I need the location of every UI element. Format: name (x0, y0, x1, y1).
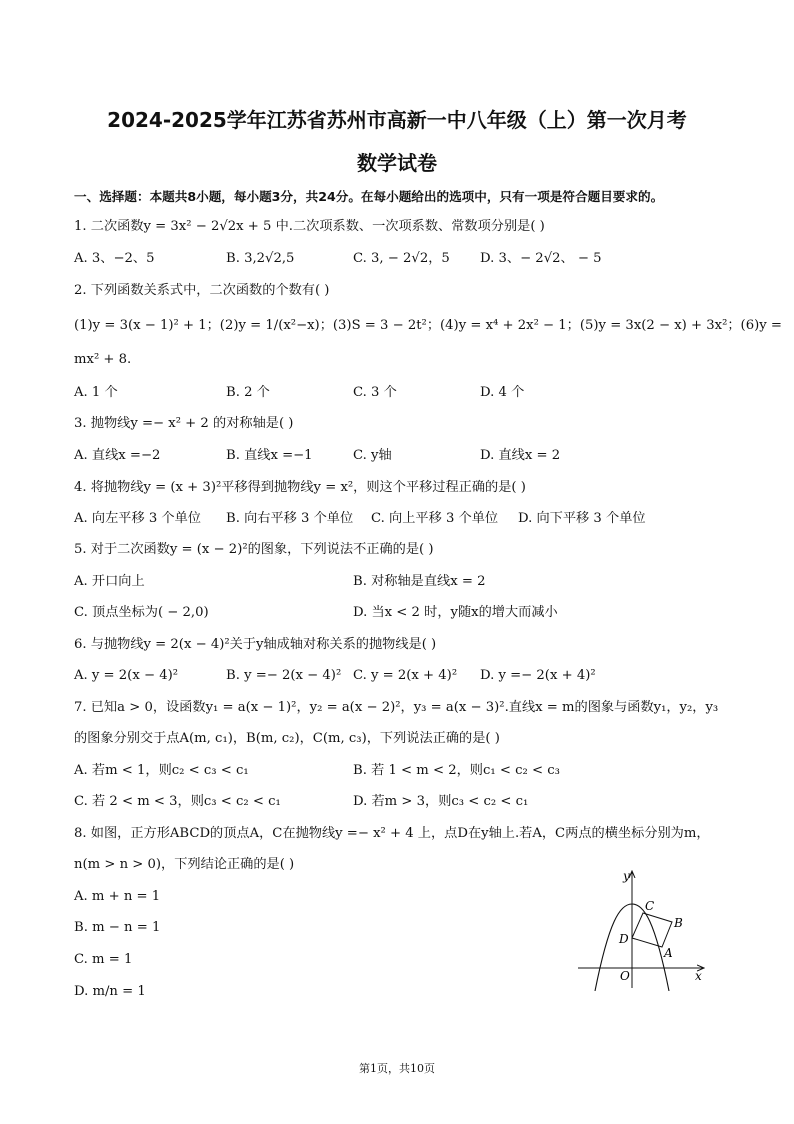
q5-option-d: D. 当x < 2 时，y随x的增大而减小 (353, 605, 558, 620)
q6-option-b: B. y =− 2(x − 4)² (226, 668, 342, 683)
question-8-stem-cont: n(m > n > 0)，下列结论正确的是( ) (74, 857, 295, 872)
question-7-stem: 7. 已知a > 0，设函数y₁ = a(x − 1)²，y₂ = a(x − 2)²，y₃ = a(x − 3)².直线x = m的图象与函数y₁，y₂，y₃ (74, 700, 719, 715)
question-2-items: (1)y = 3(x − 1)² + 1；(2)y = 1/(x²−x)；(3)S = 3 − 2t²；(4)y = x⁴ + 2x² − 1；(5)y = 3x(2 − x) + 3x²；(6)y = (74, 318, 782, 333)
q3-option-a: A. 直线x =−2 (74, 448, 161, 463)
q2-option-a: A. 1 个 (74, 385, 118, 400)
q7-option-a: A. 若m < 1，则c₂ < c₃ < c₁ (74, 763, 249, 778)
q1-option-c: C. 3, − 2√2，5 (353, 251, 450, 266)
q5-option-b: B. 对称轴是直线x = 2 (353, 574, 486, 589)
exam-subtitle: 数学试卷 (357, 151, 437, 175)
q8-option-d: D. m/n = 1 (74, 984, 146, 999)
label-a: A (664, 946, 673, 960)
label-y: y (623, 869, 630, 883)
exam-title: 2024-2025学年江苏省苏州市高新一中八年级（上）第一次月考 (107, 108, 687, 132)
q7-option-c: C. 若 2 < m < 3，则c₃ < c₂ < c₁ (74, 794, 281, 809)
q7-option-b: B. 若 1 < m < 2，则c₁ < c₂ < c₃ (353, 763, 560, 778)
q6-option-d: D. y =− 2(x + 4)² (480, 668, 596, 683)
label-o: O (620, 969, 630, 983)
question-6-stem: 6. 与抛物线y = 2(x − 4)²关于y轴成轴对称关系的抛物线是( ) (74, 637, 437, 652)
q3-option-c: C. y轴 (353, 448, 392, 463)
label-b: B (674, 916, 683, 930)
q6-option-a: A. y = 2(x − 4)² (74, 668, 179, 683)
question-3-stem: 3. 抛物线y =− x² + 2 的对称轴是( ) (74, 416, 294, 431)
question-2-stem: 2. 下列函数关系式中，二次函数的个数有( ) (74, 283, 330, 298)
question-7-stem-cont: 的图象分别交于点A(m, c₁)，B(m, c₂)，C(m, c₃)，下列说法正确的是( ) (74, 731, 500, 746)
q4-option-d: D. 向下平移 3 个单位 (518, 511, 646, 526)
q1-option-a: A. 3、−2、5 (74, 251, 155, 266)
q4-option-b: B. 向右平移 3 个单位 (226, 511, 354, 526)
q4-option-a: A. 向左平移 3 个单位 (74, 511, 201, 526)
q8-option-a: A. m + n = 1 (74, 889, 161, 904)
q5-option-c: C. 顶点坐标为( − 2,0) (74, 605, 209, 620)
q3-option-b: B. 直线x =−1 (226, 448, 313, 463)
square-abcd (632, 913, 672, 947)
q3-option-d: D. 直线x = 2 (480, 448, 561, 463)
q2-option-c: C. 3 个 (353, 385, 397, 400)
label-x: x (695, 969, 702, 983)
label-c: C (645, 899, 655, 913)
question-8-stem: 8. 如图，正方形ABCD的顶点A，C在抛物线y =− x² + 4 上，点D在y轴上.若A，C两点的横坐标分别为m， (74, 826, 710, 841)
q2-option-d: D. 4 个 (480, 385, 525, 400)
section-heading: 一、选择题：本题共8小题，每小题3分，共24分。在每小题给出的选项中，只有一项是符合题目要求的。 (74, 189, 664, 204)
q7-option-d: D. 若m > 3，则c₃ < c₂ < c₁ (353, 794, 529, 809)
q4-option-c: C. 向上平移 3 个单位 (371, 511, 499, 526)
label-d: D (619, 932, 629, 946)
q5-option-a: A. 开口向上 (74, 574, 145, 589)
q2-option-b: B. 2 个 (226, 385, 270, 400)
page-footer: 第1页，共10页 (359, 1062, 435, 1075)
q1-option-d: D. 3、− 2√2、 − 5 (480, 251, 602, 266)
question-4-stem: 4. 将抛物线y = (x + 3)²平移得到抛物线y = x²，则这个平移过程正确的是( ) (74, 480, 526, 495)
q6-option-c: C. y = 2(x + 4)² (353, 668, 458, 683)
question-2-items-cont: mx² + 8. (74, 352, 132, 367)
square-parabola-figure (575, 866, 710, 991)
q8-option-c: C. m = 1 (74, 952, 133, 967)
q1-option-b: B. 3,2√2,5 (226, 251, 295, 266)
question-5-stem: 5. 对于二次函数y = (x − 2)²的图象，下列说法不正确的是( ) (74, 542, 434, 557)
question-1-stem: 1. 二次函数y = 3x² − 2√2x + 5 中.二次项系数、一次项系数、常数项分别是( ) (74, 219, 545, 234)
q8-option-b: B. m − n = 1 (74, 920, 161, 935)
